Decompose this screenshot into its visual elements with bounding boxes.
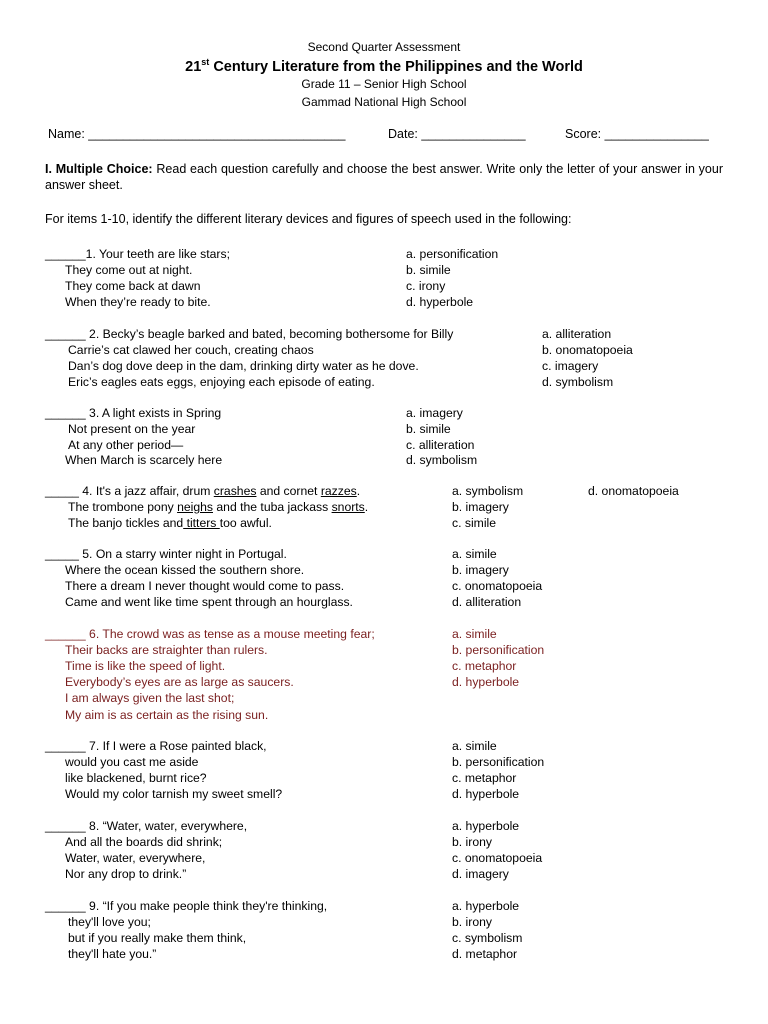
question-line: Came and went like time spent through an hourglass. [65, 595, 353, 609]
choice[interactable]: b. imagery [452, 500, 509, 514]
question-line: they'll hate you.” [68, 947, 157, 961]
choice[interactable]: c. imagery [542, 359, 599, 373]
score-field[interactable]: Score: _______________ [565, 127, 709, 141]
question-line: The banjo tickles and titters too awful. [68, 516, 272, 530]
choice[interactable]: d. hyperbole [452, 787, 520, 801]
question-line: Everybody’s eyes are as large as saucers. [65, 675, 294, 689]
choice[interactable]: b. simile [406, 422, 451, 436]
question-line: The trombone pony neighs and the tuba jackass snorts. [68, 500, 369, 514]
grade-level: Grade 11 – Senior High School [301, 77, 467, 91]
choice[interactable]: a. hyperbole [452, 899, 520, 913]
choice[interactable]: a. simile [452, 627, 497, 641]
choice[interactable]: d. imagery [452, 867, 509, 881]
date-field[interactable]: Date: _______________ [388, 127, 526, 141]
choice[interactable]: c. symbolism [452, 931, 523, 945]
question-line: My aim is as certain as the rising sun. [65, 708, 269, 722]
instructions: I. Multiple Choice: Read each question carefully and choose the best answer. Write only the letter of your answer in your answer sheet. [45, 162, 723, 192]
question-line: When March is scarcely here [65, 453, 223, 467]
school-name: Gammad National High School [301, 95, 467, 109]
question-line: They come back at dawn [65, 279, 201, 293]
choice[interactable]: c. alliteration [406, 438, 475, 452]
question-line: They come out at night. [65, 263, 193, 277]
choice[interactable]: c. metaphor [452, 659, 517, 673]
question-line: ______ 6. The crowd was as tense as a mouse meeting fear; [45, 627, 375, 641]
choice[interactable]: c. simile [452, 516, 497, 530]
question-line: but if you really make them think, [68, 931, 247, 945]
question-line: Time is like the speed of light. [65, 659, 226, 673]
question-line: Nor any drop to drink.” [65, 867, 187, 881]
choice[interactable]: a. alliteration [542, 327, 612, 341]
question-line: When they’re ready to bite. [65, 295, 211, 309]
choice[interactable]: a. imagery [406, 406, 463, 420]
question-line: Eric’s eagles eats eggs, enjoying each episode of eating. [68, 375, 375, 389]
choice[interactable]: d. alliteration [452, 595, 522, 609]
choice[interactable]: b. irony [452, 835, 492, 849]
choice[interactable]: a. simile [452, 739, 497, 753]
question-line: Carrie’s cat clawed her couch, creating chaos [68, 343, 314, 357]
question-line: ______ 3. A light exists in Spring [45, 406, 222, 420]
page-title: 21st Century Literature from the Philippines and the World [185, 57, 583, 75]
choice[interactable]: b. personification [452, 643, 545, 657]
question-line: I am always given the last shot; [65, 691, 235, 705]
question-line: ______ 2. Becky’s beagle barked and bated, becoming bothersome for Billy [45, 327, 454, 341]
question-line: ______ 7. If I were a Rose painted black, [45, 739, 267, 753]
choice[interactable]: b. irony [452, 915, 492, 929]
question-line: Water, water, everywhere, [65, 851, 206, 865]
choice[interactable]: d. hyperbole [452, 675, 520, 689]
assessment-label: Second Quarter Assessment [307, 40, 461, 54]
choice[interactable]: c. onomatopoeia [452, 579, 543, 593]
choice[interactable]: c. metaphor [452, 771, 517, 785]
question-line: Their backs are straighter than rulers. [65, 643, 268, 657]
question-line: ______ 8. “Water, water, everywhere, [45, 819, 248, 833]
question-line: they'll love you; [68, 915, 151, 929]
choice[interactable]: b. personification [452, 755, 545, 769]
choice[interactable]: a. symbolism [452, 484, 524, 498]
question-line: At any other period— [68, 438, 184, 452]
instructions-intro: For items 1-10, identify the different literary devices and figures of speech used in the following: [45, 212, 572, 226]
choice[interactable]: d. symbolism [542, 375, 614, 389]
choice[interactable]: c. irony [406, 279, 446, 293]
question-line: _____ 4. It's a jazz affair, drum crashes and cornet razzes. [45, 484, 361, 498]
question-line: Would my color tarnish my sweet smell? [65, 787, 283, 801]
question-line: Not present on the year [68, 422, 196, 436]
question-line: Dan’s dog dove deep in the dam, drinking dirty water as he dove. [68, 359, 419, 373]
question-line: And all the boards did shrink; [65, 835, 223, 849]
choice[interactable]: b. onomatopoeia [542, 343, 633, 357]
question-line: like blackened, burnt rice? [65, 771, 207, 785]
choice[interactable]: d. symbolism [406, 453, 478, 467]
question-line: ______ 9. “If you make people think they're thinking, [45, 899, 328, 913]
choice[interactable]: b. simile [406, 263, 451, 277]
choice[interactable]: a. simile [452, 547, 497, 561]
question-line: There a dream I never thought would come to pass. [65, 579, 345, 593]
choice[interactable]: d. metaphor [452, 947, 518, 961]
question-line: would you cast me aside [65, 755, 199, 769]
question-line: ______1. Your teeth are like stars; [45, 247, 230, 261]
choice[interactable]: a. personification [406, 247, 499, 261]
choice[interactable]: d. onomatopoeia [588, 484, 679, 498]
choice[interactable]: b. imagery [452, 563, 509, 577]
name-field[interactable]: Name: _____________________________________ [48, 127, 346, 141]
question-line: _____ 5. On a starry winter night in Portugal. [45, 547, 287, 561]
choice[interactable]: a. hyperbole [452, 819, 520, 833]
question-line: Where the ocean kissed the southern shore. [65, 563, 305, 577]
choice[interactable]: d. hyperbole [406, 295, 474, 309]
choice[interactable]: c. onomatopoeia [452, 851, 543, 865]
